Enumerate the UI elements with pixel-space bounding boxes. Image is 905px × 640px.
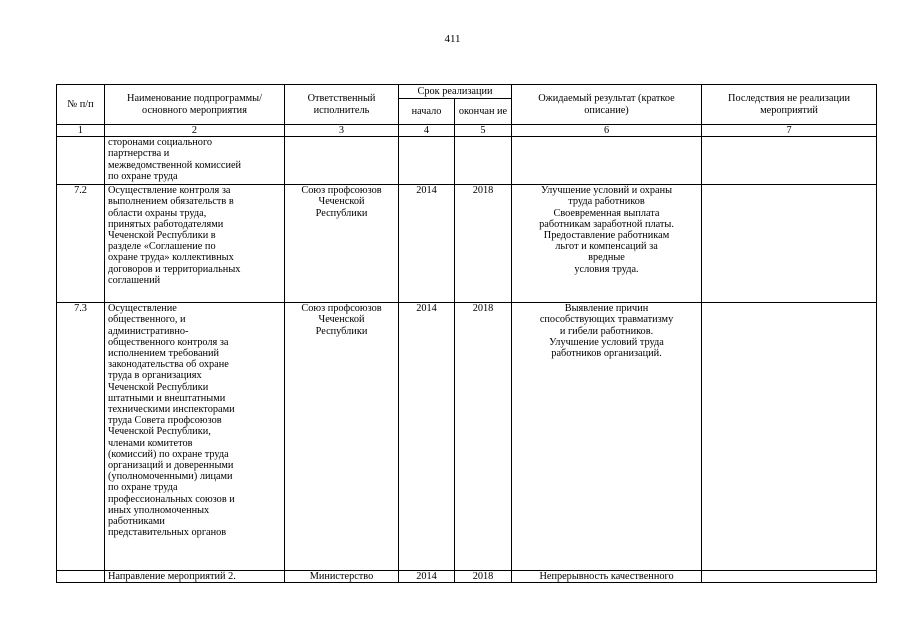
header-name: Наименование подпрограммы/ основного мероприятия [105,85,285,125]
expected-result-line: Предоставление работникам [543,230,670,242]
row-number [57,571,105,583]
consequences [702,137,877,185]
start-year: 2014 [399,303,455,571]
activity-name-line: штатными и внештатными [108,392,226,404]
activity-name-line: Чеченской Республики в [108,230,216,242]
expected-result-line: Выявление причин [564,303,649,315]
expected-result-line: работникам заработной платы. [539,218,674,230]
expected-result-line: Улучшение условий труда [549,336,664,348]
activity-name-line: принятых работодателями [108,218,224,230]
start-year [399,137,455,185]
table-body [57,137,877,583]
header-result: Ожидаемый результат (краткое описание) [512,85,702,125]
end-year: 2018 [455,303,512,571]
activity-name-line: охране труда» коллективных [108,252,234,264]
column-number: 6 [512,125,702,137]
column-number: 5 [455,125,512,137]
activity-name-line: работниками [108,516,165,528]
expected-result-line: условия труда. [574,263,639,275]
consequences [702,185,877,303]
row-number: 7.2 [57,185,105,303]
column-number: 4 [399,125,455,137]
activity-name-line: разделе «Соглашение по [108,241,216,253]
executor-line: Республики [315,207,368,219]
expected-result [512,303,702,571]
expected-result-line: и гибели работников. [559,325,654,337]
expected-result-line: Своевременная выплата [553,207,660,219]
expected-result-line: способствующих травматизму [539,314,674,326]
column-number: 2 [105,125,285,137]
header-end: окончан ие [455,99,512,125]
activity-name-line: общественного контроля за [108,336,229,348]
consequences [702,571,877,583]
activity-name [105,185,285,303]
activity-name-line: Направление мероприятий 2. [108,571,236,583]
activity-name-line: соглашений [108,274,161,286]
table-row [57,303,877,571]
expected-result-line: труда работников [568,196,645,208]
start-year: 2014 [399,571,455,583]
executor-line: Союз профсоюзов [301,303,382,315]
executor [285,137,399,185]
expected-result [512,185,702,303]
expected-result-line: Непрерывность качественного [539,571,674,583]
executor [285,571,399,583]
activities-table [56,84,877,583]
activity-name-line: административно- [108,325,189,337]
activity-name-line: Осуществление контроля за [108,185,231,197]
header-consequences: Последствия не реализации мероприятий [702,85,877,125]
column-number: 3 [285,125,399,137]
row-number [57,137,105,185]
page-number: 411 [444,33,461,45]
expected-result [512,571,702,583]
activity-name-line: области охраны труда, [108,207,207,219]
activity-name-line: исполнением требований [108,348,220,360]
end-year [455,137,512,185]
expected-result [512,137,702,185]
table-row [57,137,877,185]
header-period: Срок реализации [399,85,512,99]
activity-name-line: межведомственной комиссией [108,159,242,171]
activity-name-line: иных уполномоченных [108,504,210,516]
row-number: 7.3 [57,303,105,571]
expected-result-line: работников организаций. [551,348,662,360]
header-executor: Ответственный исполнитель [285,85,399,125]
activity-name [105,571,285,583]
header-num: № п/п [57,85,105,125]
column-number: 1 [57,125,105,137]
executor-line: Чеченской [318,196,365,208]
table-row [57,571,877,583]
activity-name-line: партнерства и [108,148,170,160]
activity-name-line: Чеченской Республики, [108,426,211,438]
activity-name-line: Осуществление [108,303,177,315]
activity-name [105,137,285,185]
activity-name-line: (уполномоченными) лицами [108,471,233,483]
activity-name-line: сторонами социального [108,137,213,149]
start-year: 2014 [399,185,455,303]
column-number: 7 [702,125,877,137]
executor [285,185,399,303]
table-row [57,185,877,303]
executor-line: Министерство [309,571,374,583]
activity-name [105,303,285,571]
executor [285,303,399,571]
header-start: начало [399,99,455,125]
activity-name-line: законодательства об охране [108,359,229,371]
activity-name-line: профессиональных союзов и [108,493,235,505]
executor-line: Республики [315,325,368,337]
activity-name-line: техническими инспекторами [108,404,235,416]
executor-line: Чеченской [318,314,365,326]
expected-result-line: вредные [588,252,625,264]
end-year: 2018 [455,571,512,583]
activity-name-line: выполнением обязательств в [108,196,234,208]
activity-name-line: по охране труда [108,170,178,182]
activity-name-line: членами комитетов [108,437,193,449]
activity-name-line: по охране труда [108,482,178,494]
activity-name-line: (комиссий) по охране труда [108,448,229,460]
expected-result-line: льгот и компенсаций за [555,241,658,253]
activity-name-line: труда Совета профсоюзов [108,415,222,427]
end-year: 2018 [455,185,512,303]
executor-line: Союз профсоюзов [301,185,382,197]
expected-result-line: Улучшение условий и охраны [541,185,673,197]
activity-name-line: труда в организациях [108,370,202,382]
activity-name-line: Чеченской Республики [108,381,209,393]
activity-name-line: общественного, и [108,314,186,326]
activity-name-line: организаций и доверенными [108,460,234,472]
activity-name-line: представительных органов [108,527,227,539]
activity-name-line: договоров и территориальных [108,263,241,275]
consequences [702,303,877,571]
